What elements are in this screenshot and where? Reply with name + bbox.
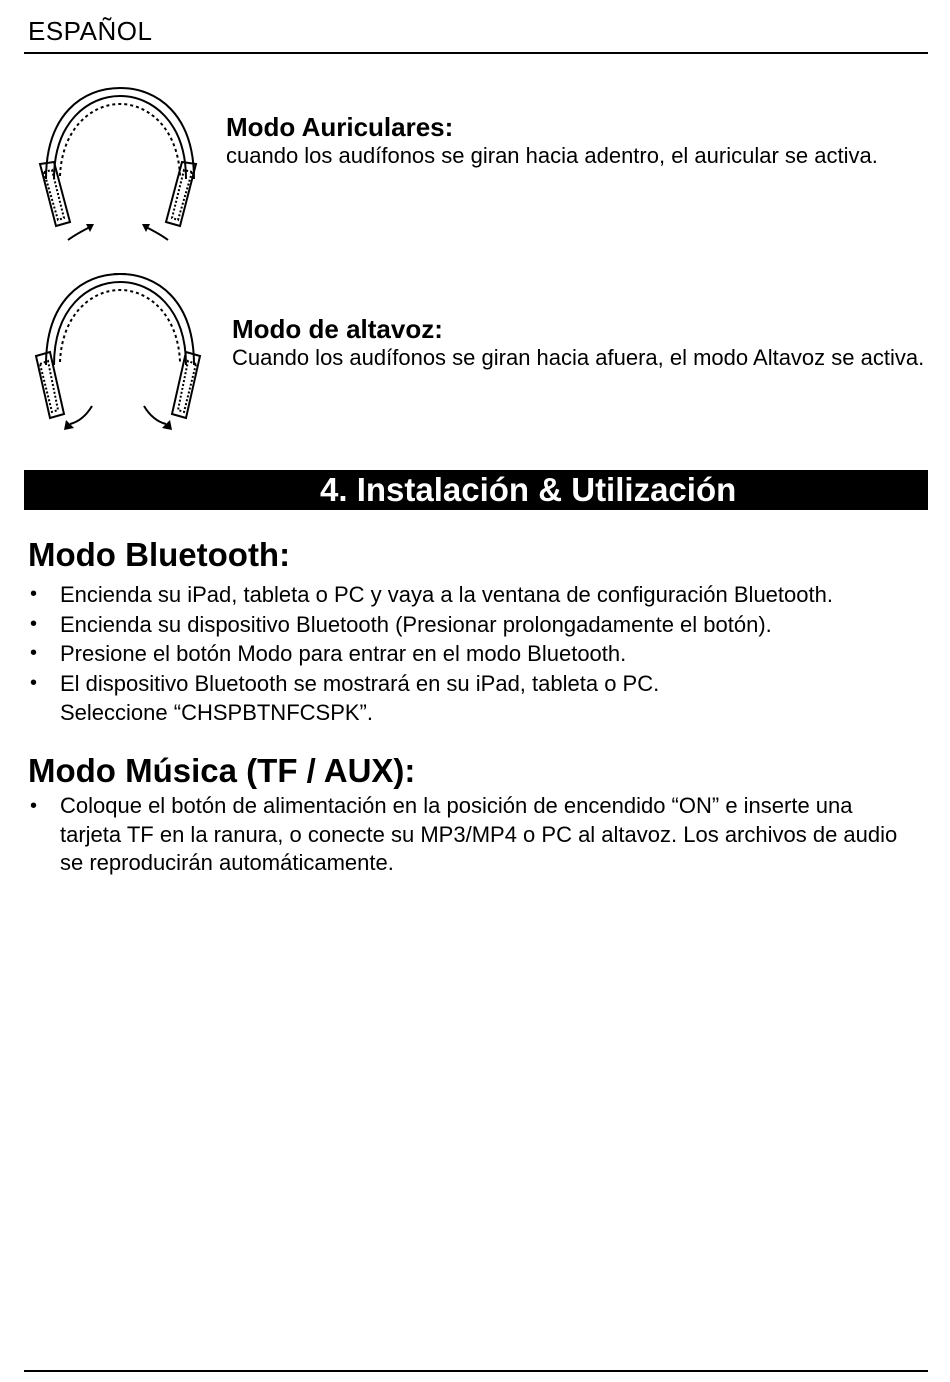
list-item xyxy=(28,610,928,640)
bluetooth-mode-heading: Modo Bluetooth: xyxy=(28,536,291,573)
bullet-icon: • xyxy=(30,612,38,635)
music-mode-heading: Modo Música (TF / AUX): xyxy=(28,752,416,789)
earphone-mode-block xyxy=(226,112,906,170)
headphones-inward-icon xyxy=(28,84,208,249)
page-language-label: ESPAÑOL xyxy=(28,16,153,46)
earphone-mode-description: cuando los audífonos se giran hacia adentro, el auricular se activa. xyxy=(226,143,878,168)
bullet-icon: • xyxy=(30,583,38,605)
section-title: 4. Instalación & Utilización xyxy=(320,471,737,508)
header-divider xyxy=(24,52,928,54)
list-item-text: El dispositivo Bluetooth se mostrará en su iPad, tableta o PC. Seleccione “CHSPBTNFCSPK”. xyxy=(60,670,660,725)
list-item-text: Encienda su dispositivo Bluetooth (Presionar prolongadamente el botón). xyxy=(60,611,772,637)
speaker-mode-title: Modo de altavoz: xyxy=(232,314,443,344)
earphone-mode-title: Modo Auriculares: xyxy=(226,112,454,142)
speaker-mode-block xyxy=(232,314,932,372)
bullet-icon: • xyxy=(30,671,38,694)
speaker-mode-description: Cuando los audífonos se giran hacia afuera, el modo Altavoz se activa. xyxy=(232,345,925,370)
list-item xyxy=(28,580,928,610)
section-header-bar xyxy=(24,470,928,510)
bullet-icon: • xyxy=(30,795,38,817)
footer-divider xyxy=(24,1370,928,1372)
list-item-text: Presione el botón Modo para entrar en el modo Bluetooth. xyxy=(60,641,627,666)
bullet-icon: • xyxy=(30,642,38,664)
bluetooth-steps-list xyxy=(28,580,928,728)
music-steps-list xyxy=(28,792,908,878)
list-item xyxy=(28,639,928,669)
list-item xyxy=(28,669,928,728)
list-item xyxy=(28,792,908,878)
headphones-outward-icon xyxy=(28,270,208,435)
list-item-text: Encienda su iPad, tableta o PC y vaya a la ventana de configuración Bluetooth. xyxy=(60,582,833,607)
list-item-text: Coloque el botón de alimentación en la posición de encendido “ON” e inserte una tarjeta TF en la ranura, o conecte su MP3/MP4 o PC al altavoz. Los archivos de audio se reproducirán automáticamente. xyxy=(60,793,898,875)
